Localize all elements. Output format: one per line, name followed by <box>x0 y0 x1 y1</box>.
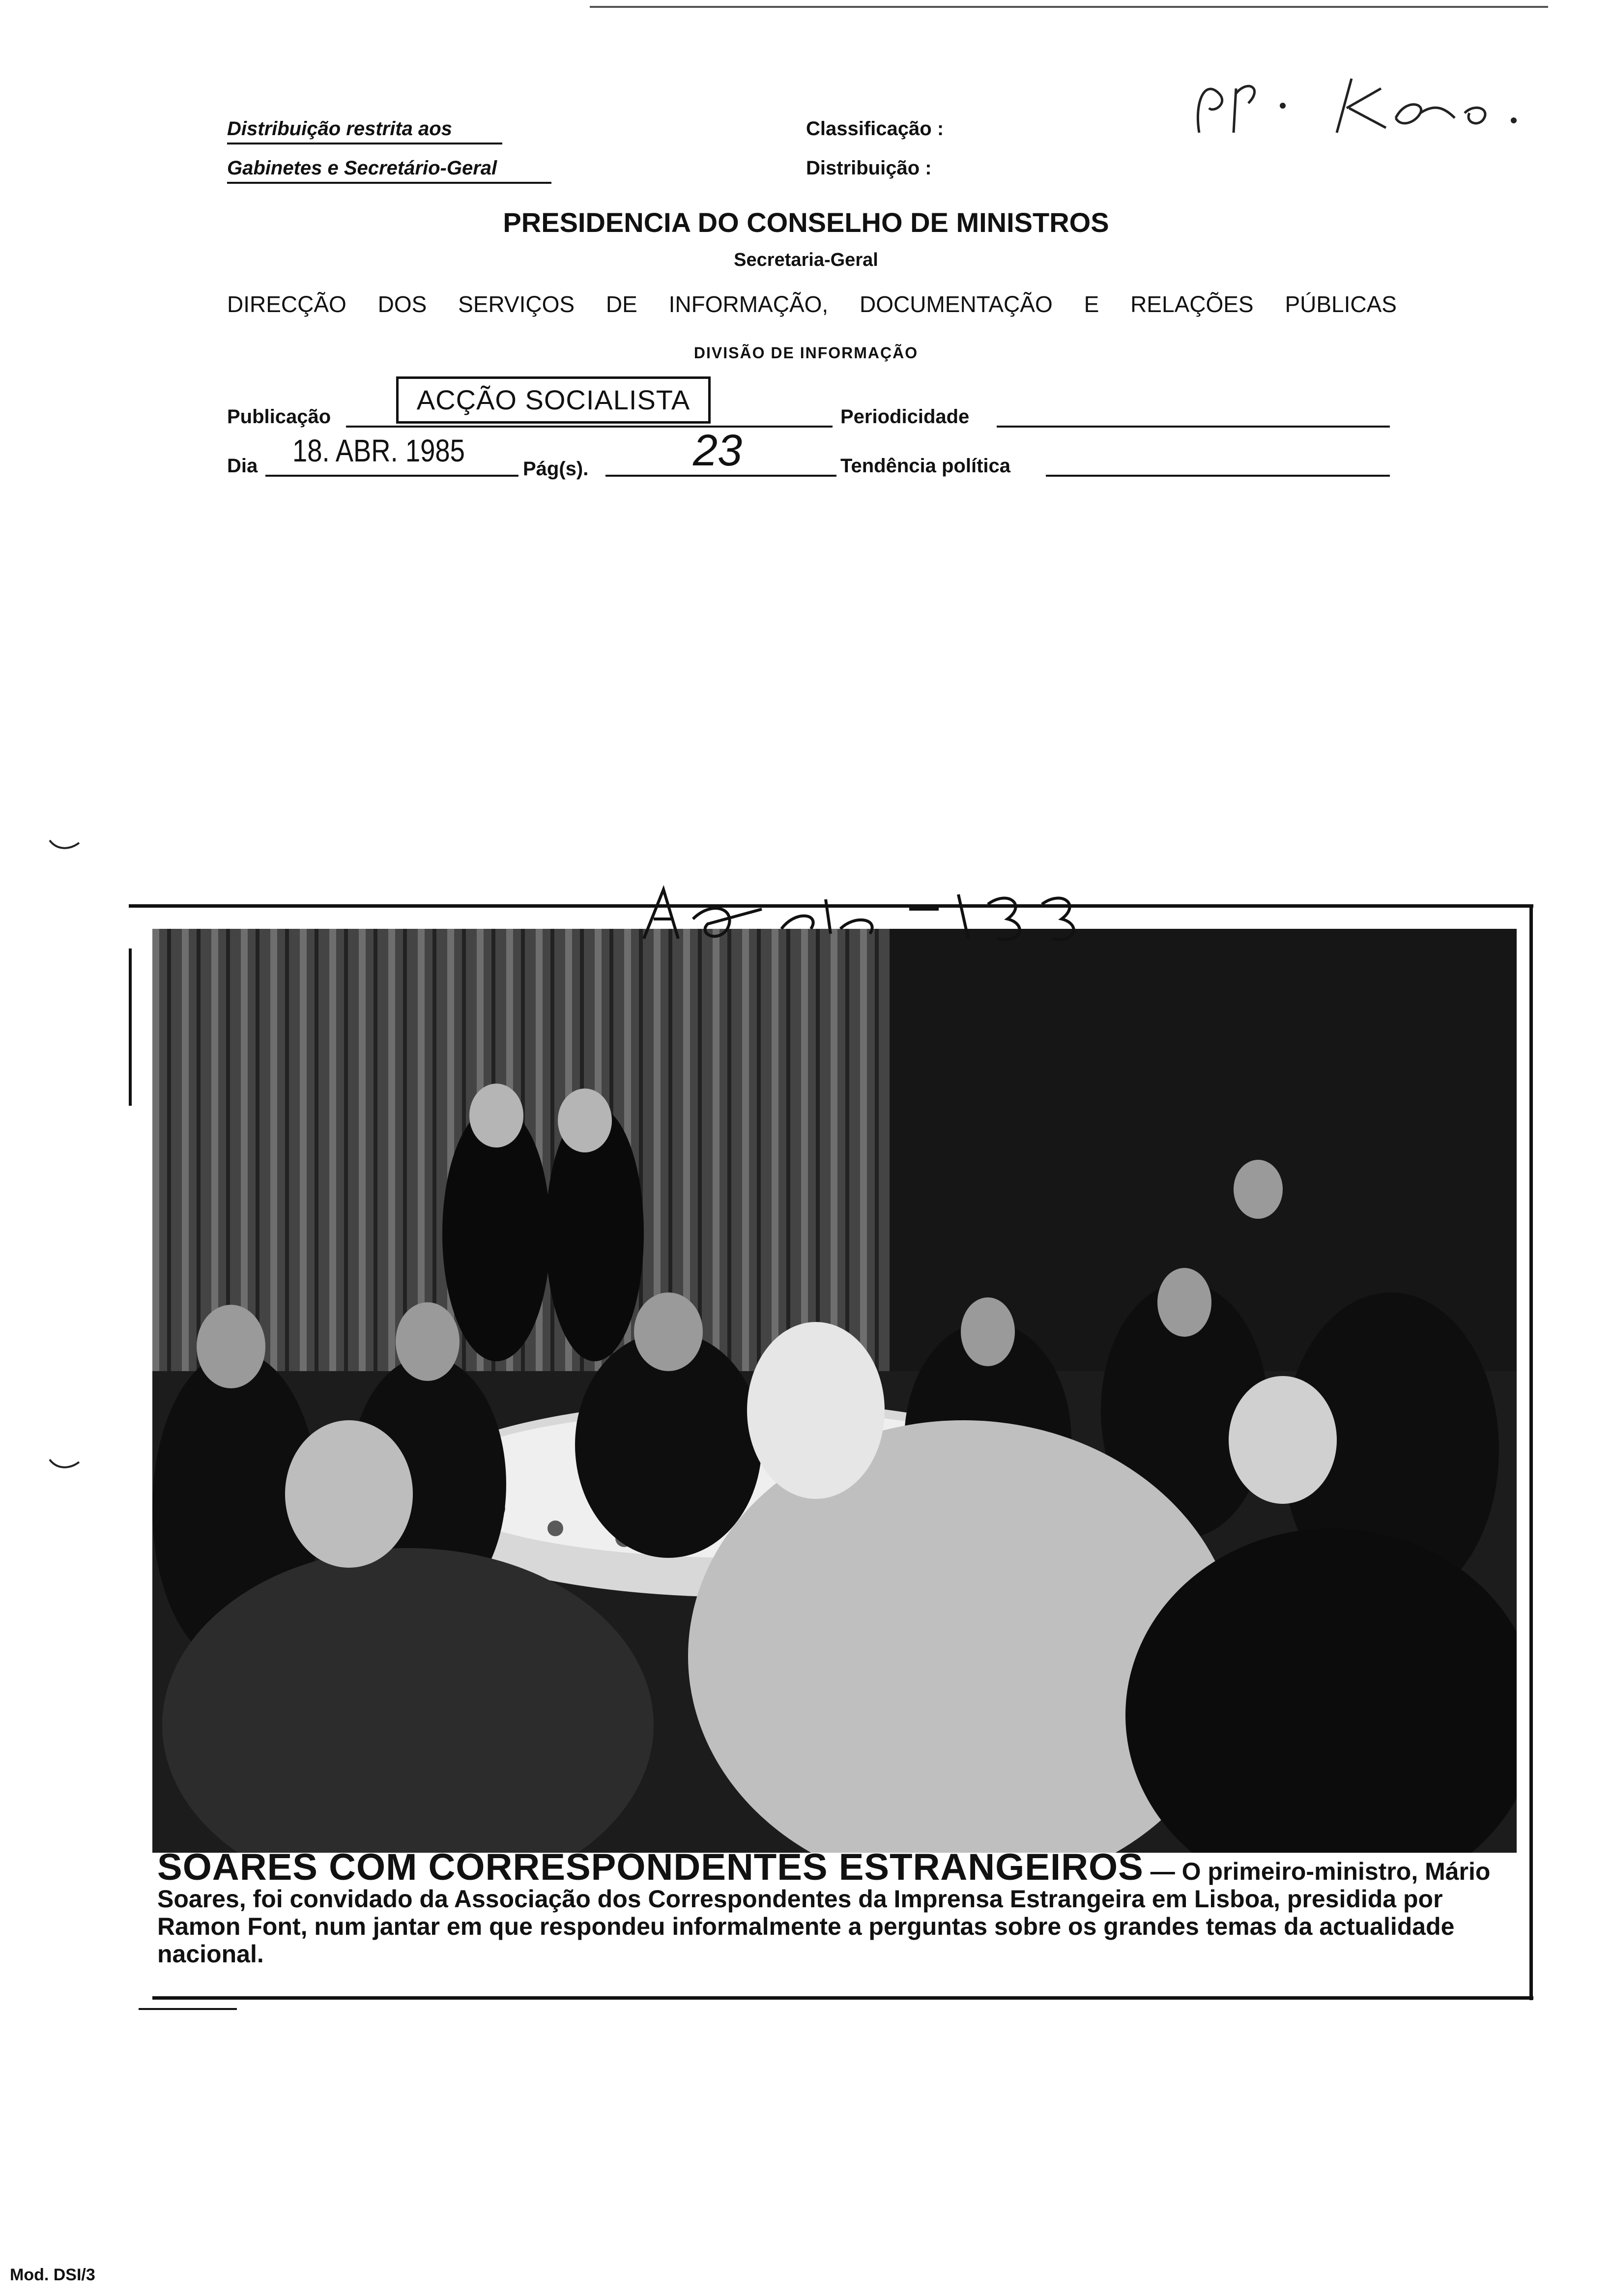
division-name: DIVISÃO DE INFORMAÇÃO <box>693 344 919 362</box>
date-stamp: 18. ABR. 1985 <box>292 433 465 468</box>
clipping-body: — O primeiro-ministro, Mário Soares, foi convidado da Associação dos Correspondentes da Imprensa Estrangeira em Lisboa, presidida por Ramon Font, num jantar em que respondeu informalmente a perguntas sobre os grandes temas da actualidade nacional. <box>157 1858 1491 1968</box>
political-tendency-line <box>1046 475 1390 477</box>
clipping-caption <box>157 1846 1519 1968</box>
department-word: E <box>1084 291 1099 317</box>
department-word: PÚBLICAS <box>1285 291 1397 317</box>
department-line <box>227 291 1397 317</box>
top-edge-rule <box>590 6 1548 8</box>
clipping-headline: SOARES COM CORRESPONDENTES ESTRANGEIROS <box>157 1846 1144 1888</box>
clipping-frame-right <box>1529 904 1533 2000</box>
periodicity-line <box>997 426 1390 428</box>
clipping-frame-left <box>129 948 132 1106</box>
department-word: INFORMAÇÃO, <box>668 291 829 317</box>
publication-label: Publicação <box>227 406 331 428</box>
restriction-line-2: Gabinetes e Secretário-Geral <box>227 157 497 179</box>
publication-line <box>346 426 833 428</box>
department-word: DE <box>605 291 637 317</box>
margin-mark <box>47 835 82 855</box>
clipping-cut-mark <box>139 2008 237 2010</box>
form-code: Mod. DSI/3 <box>10 2266 95 2284</box>
restriction-underline-2 <box>227 182 551 184</box>
department-word: DOCUMENTAÇÃO <box>860 291 1053 317</box>
department-word: DOS <box>377 291 427 317</box>
political-tendency-label: Tendência política <box>840 455 1010 477</box>
page-number-handwritten: 23 <box>693 426 743 475</box>
margin-mark <box>47 1455 82 1474</box>
day-line <box>265 475 518 477</box>
restriction-underline-1 <box>227 143 502 144</box>
clipping-frame-bottom <box>152 1996 1533 2000</box>
ministry-subtitle: Secretaria-Geral <box>734 250 878 270</box>
periodicity-label: Periodicidade <box>840 406 970 428</box>
handwritten-annotation <box>634 880 1125 948</box>
restriction-line-1: Distribuição restrita aos <box>227 118 452 140</box>
classification-label: Classificação : <box>806 118 944 140</box>
distribution-label: Distribuição : <box>806 157 932 179</box>
publication-stamp: ACÇÃO SOCIALISTA <box>396 376 711 424</box>
dinner-photo <box>152 929 1517 1853</box>
department-word: SERVIÇOS <box>458 291 575 317</box>
day-label: Dia <box>227 455 258 477</box>
department-word: DIRECÇÃO <box>227 291 346 317</box>
ministry-title: PRESIDENCIA DO CONSELHO DE MINISTROS <box>503 207 1109 238</box>
handwritten-reference-mark <box>1189 59 1533 147</box>
department-word: RELAÇÕES <box>1130 291 1254 317</box>
pages-label: Pág(s). <box>523 458 589 480</box>
